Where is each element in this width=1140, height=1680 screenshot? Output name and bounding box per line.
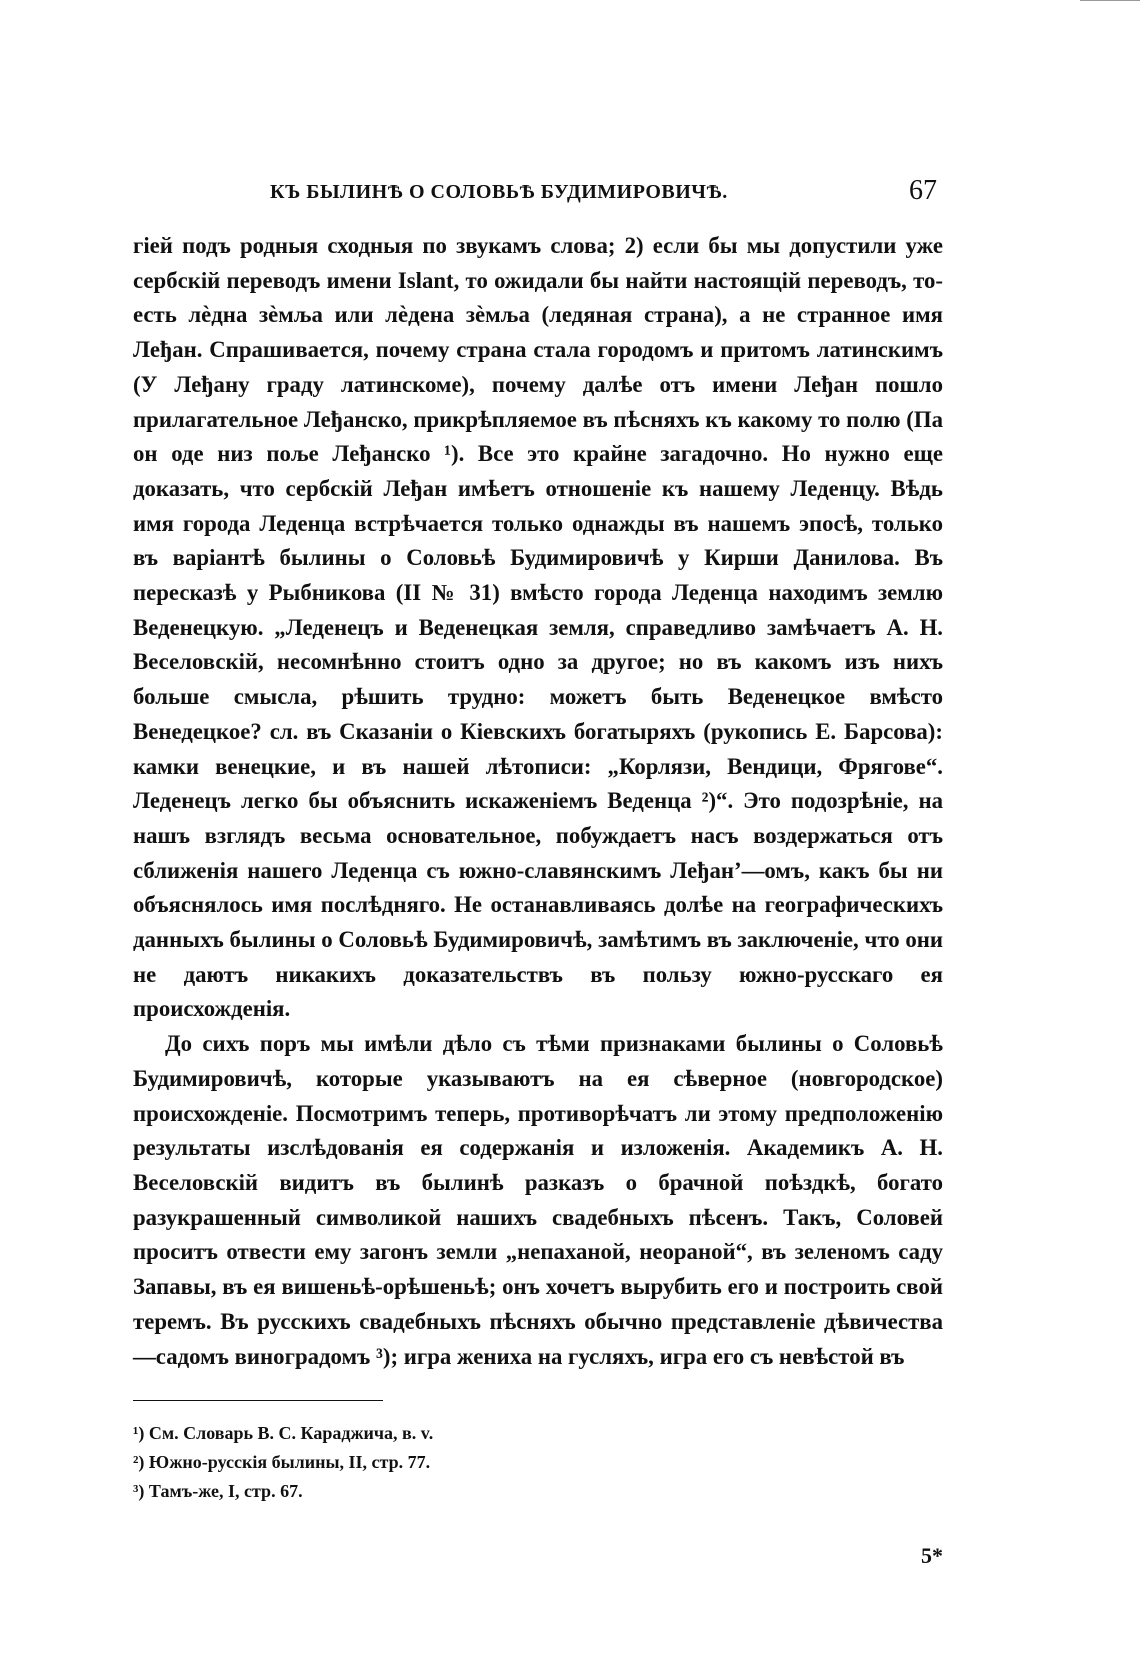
body-text bbox=[133, 229, 943, 1374]
footnote-3: ³) Тамъ-же, I, стр. 67. bbox=[133, 1481, 303, 1502]
footnotes bbox=[133, 1419, 943, 1506]
footnote-1: ¹) См. Словарь В. С. Караджича, в. v. bbox=[133, 1423, 434, 1444]
running-title: КЪ БЫЛИНѢ О СОЛОВЬѢ БУДИМИРОВИЧѢ. bbox=[270, 181, 728, 203]
corner-rule bbox=[1080, 0, 1140, 1]
signature-mark: 5* bbox=[921, 1543, 943, 1568]
book-page bbox=[133, 175, 943, 1568]
footnote-2: ²) Южно-русскія былины, II, стр. 77. bbox=[133, 1452, 431, 1473]
paragraph-1: гіей подъ родныя сходныя по звукамъ слова; 2) если бы мы допустили уже сербскій переводъ имени Islant, то ожидали бы найти настоящій переводъ, то-есть лѐдна зѐмља или лѐдена зѐмља (ледяная страна), а не странное имя Леђан. Спрашивается, почему страна стала городомъ и притомъ латинскимъ (У Леђану граду латинскоме), почему далѣе отъ имени Леђан пошло прилагательное Леђанско, прикрѣпляемое въ пѣсняхъ къ какому то полю (Па он оде низ поље Леђанско ¹). Все это крайне загадочно. Но нужно еще доказать, что сербскій Леђан имѣетъ отношеніе къ нашему Леденцу. Вѣдь имя города Леденца встрѣчается только однажды въ нашемъ эпосѣ, только въ варіантѣ былины о Соловьѣ Будимировичѣ у Кирши Данилова. Въ пересказѣ у Рыбникова (II № 31) вмѣсто города Леденца находимъ землю Веденецкую. „Леденецъ и Веденецкая земля, справедливо замѣчаетъ А. Н. Веселовскій, несомнѣнно стоитъ одно за другое; но въ какомъ изъ нихъ больше смысла, рѣшить трудно: можетъ быть Веденецкое вмѣсто Венедецкое? сл. въ Сказаніи о Кіевскихъ богатыряхъ (рукопись Е. Барсова): камки венецкие, и въ нашей лѣтописи: „Корлязи, Вендици, Фрягове“. Леденецъ легко бы объяснить искаженіемъ Веденца ²)“. Это подозрѣніе, на нашъ взглядъ весьма основательное, побуждаетъ насъ воздержаться отъ сближенія нашего Леденца съ южно-славянскимъ Леђан’—омъ, какъ бы ни объяснялось имя послѣдняго. Не останавливаясь долѣе на географическихъ данныхъ былины о Соловьѣ Будимировичѣ, замѣтимъ въ заключеніе, что они не даютъ никакихъ доказательствъ въ пользу южно-русскаго ея происхожденія. bbox=[133, 233, 943, 1022]
paragraph-2: До сихъ поръ мы имѣли дѣло съ тѣми признаками былины о Соловьѣ Будимировичѣ, которые указываютъ на ея сѣверное (новгородское) происхожденіе. Посмотримъ теперь, противорѣчатъ ли этому предположенію результаты изслѣдованія ея содержанія и изложенія. Академикъ А. Н. Веселовскій видитъ въ былинѣ разказъ о брачной поѣздкѣ, богато разукрашенный символикой нашихъ свадебныхъ пѣсенъ. Такъ, Соловей проситъ отвести ему загонъ земли „непаханой, неораной“, въ зеленомъ саду Запавы, въ ея вишеньѣ-орѣшеньѣ; онъ хочетъ вырубить его и построить свой теремъ. Въ русскихъ свадебныхъ пѣсняхъ обычно представленіе дѣвичества—садомъ виноградомъ ³); игра жениха на гусляхъ, игра его съ невѣстой въ bbox=[133, 1031, 943, 1369]
running-head bbox=[133, 175, 943, 215]
page-number: 67 bbox=[909, 175, 937, 206]
footnote-rule bbox=[133, 1400, 383, 1401]
